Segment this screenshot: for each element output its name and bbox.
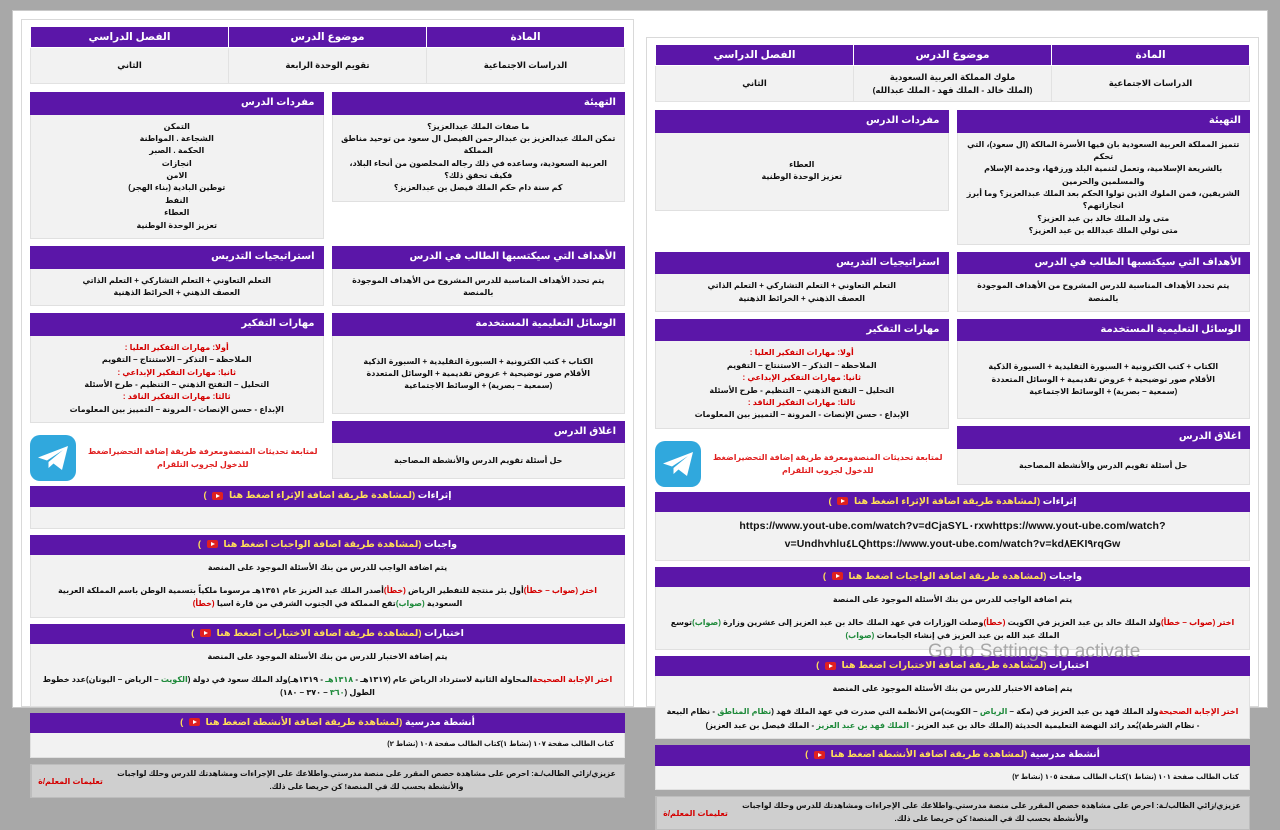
text-line: لمتابعة تحديثات المنصة: [228, 446, 318, 456]
section-bar-tail: ): [180, 716, 186, 728]
cell-subject: الدراسات الاجتماعية: [1052, 66, 1250, 102]
cell-lesson-topic: [229, 48, 427, 84]
homework-item: [384, 586, 524, 595]
section-activities: [655, 745, 1250, 790]
text-line: [666, 696, 1239, 705]
column-right: [957, 252, 1251, 319]
section-bar-link-text[interactable]: (لمشاهدة طريقة اضافة الإثراء اضغط هنا: [851, 495, 1041, 507]
item-answer: (صواب): [395, 599, 425, 609]
item-answer: (خطأ): [383, 585, 406, 595]
activities-body: [655, 766, 1250, 791]
text-line: الامن: [166, 171, 188, 181]
item-text-tail: – ٣٧٠ – ١٨٠): [280, 688, 330, 698]
text-line: الكتاب + كتب الكترونية + السبورة التقليدية + السبورة الذكية: [988, 362, 1219, 372]
two-column-row-objectives: [655, 252, 1250, 319]
panel-objectives-body: [332, 269, 626, 307]
section-tests: [655, 656, 1250, 739]
telegram-promo[interactable]: [30, 430, 324, 486]
section-bar-tail: ): [828, 495, 835, 507]
col-term: الفصل الدراسي: [656, 45, 854, 66]
youtube-play-icon[interactable]: [207, 540, 218, 548]
two-column-row-warmup: [655, 110, 1250, 252]
panel-vocabulary: [655, 110, 949, 211]
panel-closure-title: اغلاق الدرس: [957, 426, 1251, 449]
panel-media-title: الوسائل التعليمية المستخدمة: [332, 313, 626, 336]
text-line: https://www.yout-ube.com/watch?v=Undhvhlu٤LQ: [784, 520, 1166, 551]
enrichment-bar[interactable]: [30, 486, 625, 506]
panel-vocabulary-title: مفردات الدرس: [30, 92, 324, 115]
teacher-instructions-label: تعليمات المعلم/ة: [31, 765, 109, 797]
item-correct-option: الرياض: [979, 707, 1008, 716]
activities-body: [30, 733, 625, 758]
panel-warmup: [332, 92, 626, 202]
homework-bar[interactable]: [30, 535, 625, 555]
text-line: كتاب الطالب صفحة ١٠٧ (نشاط ١): [500, 741, 614, 749]
item-text: ولد الملك خالد بن عبد العزيز في الكويت: [1005, 617, 1161, 627]
text-line: يتم إضافة الاختبار للدرس من بنك الأسئلة الموجود على المنصة: [832, 684, 1073, 694]
text-line: أولا: مهارات التفكير العليا :: [749, 348, 854, 358]
text-line: الأقلام صور توضيحية + عروض تقديمية + الوسائل المتعددة: [366, 369, 590, 379]
col-subject: المادة: [427, 27, 625, 48]
homework-bar[interactable]: [655, 567, 1250, 587]
panel-vocabulary-body: [655, 133, 949, 211]
text-line: التعلم التعاوني + التعلم التشاركي + التعلم الذاتي: [82, 275, 271, 285]
section-bar-tail: ): [805, 749, 811, 761]
homework-item: [193, 599, 396, 608]
text-line: [41, 664, 614, 673]
homework-prompt: اختر (صواب – خطأ): [523, 585, 598, 595]
section-bar-link-text[interactable]: (لمشاهدة طريقة اضافة الأنشطة اضغط هنا: [202, 716, 403, 728]
watermark-line-1: Go to Settings to activate: [928, 641, 1141, 662]
item-text: ولد الملك سعود في دولة (: [187, 674, 288, 684]
text-line: اضغط للدخول لجروب التلقرام: [712, 452, 874, 475]
activities-bar[interactable]: [30, 713, 625, 733]
text-line: ومعرفة طريقة إضافة التحضير: [736, 452, 854, 462]
panel-strategies-title: استراتيجيات التدريس: [30, 246, 324, 269]
panel-objectives: [332, 246, 626, 306]
enrichment-bar[interactable]: [655, 492, 1250, 512]
cell-subject: الدراسات الاجتماعية: [427, 48, 625, 84]
item-answer: (صواب): [692, 617, 721, 627]
table-header-row: [31, 27, 625, 48]
col-lesson-topic: موضوع الدرس: [229, 27, 427, 48]
panel-thinking-skills: [655, 319, 949, 429]
text-line: واطلاعك على الإجراءات ومشاهدتك للدرس وحلك لواجبات والأنشطة بحسب لك في المنصة! كن حريصا على ذلك.: [117, 769, 464, 792]
section-tests: [30, 624, 625, 707]
panel-strategies-body: [30, 269, 324, 307]
panel-strategies: [30, 246, 324, 306]
youtube-play-icon[interactable]: [212, 492, 223, 500]
text-line: https://www.yout-ube.com/watch?v=dCjaSYL٠rxw: [739, 520, 993, 533]
panel-vocabulary-body: [30, 115, 324, 240]
homework-body: [30, 555, 625, 618]
item-text-tail: - الملك فيصل بن عبد العزيز): [705, 720, 817, 730]
item-answer: (خطأ): [983, 617, 1006, 627]
text-line: [666, 607, 1239, 616]
item-answer: (خطأ): [192, 599, 215, 609]
column-right: [332, 313, 626, 486]
panel-strategies-title: استراتيجيات التدريس: [655, 252, 949, 275]
item-correct-option: ٣٦٠: [329, 688, 345, 698]
text-line: متى تولي الملك عبدالله بن عبد العزيز؟: [1028, 226, 1178, 236]
page-left: [646, 37, 1259, 824]
telegram-icon[interactable]: [30, 435, 76, 481]
panel-objectives-title: الأهداف التي سيكتسبها الطالب في الدرس: [957, 252, 1251, 275]
homework-prompt: اختر (صواب – خطأ): [1160, 617, 1235, 627]
column-left: [655, 319, 949, 492]
item-text: توسع الملك عبد الله بن عبد العزيز في إنشاء الجامعات: [670, 617, 1060, 641]
youtube-play-icon[interactable]: [825, 662, 836, 670]
text-line: بالمنصة: [463, 287, 494, 297]
teacher-instructions-text: [109, 765, 624, 797]
text-line: كتاب الطالب صفحة ١٠٨ (نشاط ٢): [387, 741, 501, 749]
panel-media-body: [332, 336, 626, 414]
panel-media: [957, 319, 1251, 420]
two-column-row-media: [30, 313, 625, 486]
text-line: حل أسئلة تقويم الدرس والأنشطة المصاحبة: [1019, 461, 1188, 471]
section-enrichment: [655, 492, 1250, 561]
text-line: ملوك المملكة العربية السعودية: [889, 72, 1016, 83]
youtube-play-icon[interactable]: [832, 572, 843, 580]
panel-objectives: [957, 252, 1251, 312]
panel-closure-title: اغلاق الدرس: [332, 421, 626, 444]
two-column-row-warmup: [30, 92, 625, 246]
test-item: [86, 675, 288, 684]
panel-closure-body: [957, 449, 1251, 485]
panel-strategies-body: [655, 274, 949, 312]
item-correct-option: نظام المناطق: [717, 707, 772, 716]
panel-warmup-body: [957, 133, 1251, 245]
text-line: ثانيا: مهارات التفكير الإبداعي :: [742, 373, 861, 383]
tests-prompt: اختر الإجابة الصحيحة: [1158, 707, 1239, 716]
section-bar-tail: ): [191, 627, 197, 639]
col-term: الفصل الدراسي: [31, 27, 229, 48]
section-activities: [30, 713, 625, 758]
table-header-row: [656, 45, 1250, 66]
tests-bar[interactable]: [30, 624, 625, 644]
text-line: كتاب الطالب صفحة ١٠١ (نشاط ١): [1125, 773, 1239, 781]
item-text: المحاولة الثانية لاسترداد الرياض عام (١٣١٧هـ -: [353, 674, 533, 684]
page-right: [21, 19, 634, 792]
text-line: تعزيز الوحدة الوطنية: [136, 220, 217, 230]
section-bar-tail: ): [197, 538, 204, 550]
text-line: [41, 575, 614, 584]
panel-strategies: [655, 252, 949, 312]
lesson-header-table: [655, 44, 1250, 102]
text-line: الإبداع - حسن الإنصات - المرونة – التمييز بين المعلومات: [694, 410, 909, 420]
text-line: التمكن: [163, 121, 190, 131]
section-bar-lead: اختبارات: [421, 627, 464, 639]
section-bar-tail: ): [203, 490, 210, 502]
item-text: أصدر الملك عبد العزيز عام ١٣٥١هـ مرسوما ملكياً بتسمية الوطن باسم المملكة العربية السعودية: [57, 585, 463, 609]
youtube-play-icon[interactable]: [814, 751, 825, 759]
text-line: (سمعية – بصرية) + الوسائط الاجتماعية: [404, 381, 553, 391]
text-line: أولا: مهارات التفكير العليا :: [124, 342, 229, 352]
youtube-play-icon[interactable]: [837, 497, 848, 505]
panel-thinking-skills: [30, 313, 324, 423]
panel-thinking-skills-title: مهارات التفكير: [655, 319, 949, 342]
item-correct-option: الكويت: [160, 674, 188, 684]
telegram-promo-text: [86, 445, 320, 471]
item-text: تقع المملكة في الجنوب الشرقي من قارة اسيا: [214, 599, 396, 609]
panel-media: [332, 313, 626, 414]
telegram-promo-text: [711, 451, 945, 477]
section-homework: [655, 567, 1250, 650]
text-line: العطاء: [789, 159, 815, 169]
text-line: ثانيا: مهارات التفكير الإبداعي :: [117, 367, 236, 377]
column-left: [30, 313, 324, 486]
test-item: [288, 675, 533, 684]
text-line: الشريفين، فمن الملوك الذين تولوا الحكم بعد الملك عبدالعزيز؟ وما أبرز انجازاتهم؟: [966, 189, 1240, 211]
text-line: انجازات: [161, 158, 192, 168]
column-left: [655, 110, 949, 252]
section-bar-lead: إثراءات: [1040, 495, 1077, 507]
text-line: كتاب الطالب صفحة ١٠٥ (نشاط ٢): [1012, 773, 1126, 781]
tests-bar[interactable]: [655, 656, 1250, 676]
text-line: النفط: [165, 195, 189, 205]
text-line: يتم تحدد الأهداف المناسبة للدرس المشروح من الأهداف الموجودة: [977, 281, 1230, 291]
youtube-play-icon[interactable]: [200, 629, 211, 637]
text-line: التعلم التعاوني + التعلم التشاركي + التعلم الذاتي: [707, 281, 896, 291]
text-line: توطين البادية (بناء الهجر): [128, 183, 226, 193]
text-line: العطاء: [164, 208, 190, 218]
item-text: ولد الملك فهد بن عبد العزيز في (مكة –: [1007, 707, 1159, 716]
cell-term: الثاني: [31, 48, 229, 84]
test-item: [706, 721, 1139, 730]
activities-bar[interactable]: [655, 745, 1250, 765]
text-line: تتميز المملكة العربية السعودية بان فيها الأسرة المالكة (ال سعود)، التي تحكم: [967, 139, 1240, 161]
text-line: واطلاعك على الإجراءات ومشاهدتك للدرس وحلك لواجبات والأنشطة بحسب لك في المنصة! كن حريصا على ذلك.: [742, 801, 1089, 824]
section-bar-tail: ): [816, 660, 822, 672]
col-subject: المادة: [1052, 45, 1250, 66]
text-line: (الملك خالد - الملك فهد - الملك عبدالله): [872, 84, 1033, 95]
text-line: الشجاعة . المواطنة: [139, 133, 214, 143]
section-bar-lead: واجبات: [1046, 570, 1083, 582]
text-line: ومعرفة طريقة إضافة التحضير: [111, 446, 229, 456]
tests-prompt: اختر الإجابة الصحيحة: [532, 674, 613, 684]
panel-warmup: [957, 110, 1251, 245]
text-line: يتم اضافة الواجب للدرس من بنك الأسئلة الموجود على المنصة: [207, 562, 448, 572]
section-bar-link-text[interactable]: (لمشاهدة طريقة اضافة الاختبارات اضغط هنا: [838, 660, 1047, 672]
text-line: https://www.yout-ube.com/watch?v=kd٨EKI٩rqGw: [866, 538, 1121, 551]
column-left: [30, 246, 324, 313]
text-line: الأقلام صور توضيحية + عروض تقديمية + الوسائل المتعددة: [991, 374, 1215, 384]
text-line: لمتابعة تحديثات المنصة: [853, 452, 943, 462]
text-line: بالشريعة الإسلامية، وتعمل لتنمية البلد ورزقها، وخدمة الإسلام والمسلمين والحرمين: [984, 164, 1223, 186]
text-line: متى ولد الملك خالد بن عبد العزيز؟: [1037, 213, 1170, 223]
test-item: [941, 707, 1158, 716]
item-answer: (صواب): [845, 631, 875, 641]
panel-thinking-skills-body: [655, 341, 949, 428]
teacher-instructions-label: تعليمات المعلم/ة: [656, 797, 734, 829]
item-text-tail: – الرياض – اليونان): [86, 674, 161, 684]
text-line: ما صفات الملك عبدالعزيز؟: [427, 121, 530, 131]
text-line: يتم إضافة الاختبار للدرس من بنك الأسئلة الموجود على المنصة: [207, 652, 448, 662]
telegram-icon[interactable]: [655, 441, 701, 487]
text-line: اضغط للدخول لجروب التلقرام: [87, 446, 249, 470]
text-line: ثالثا: مهارات التفكير الناقد :: [747, 397, 856, 407]
section-bar-lead: أنشطة مدرسية: [402, 716, 475, 728]
text-line: الحكمة . الصبر: [149, 146, 205, 156]
text-line: عزيزي/زائي الطالب/ـة: احرص على مشاهدة حصص المقرر على منصة مدرستي.: [952, 801, 1241, 811]
text-line: العصف الذهني + الخرائط الذهنية: [738, 293, 866, 303]
text-line: الملاحظة – التذكر – الاستنتاج – التقويم: [101, 355, 252, 365]
text-line: ثالثا: مهارات التفكير الناقد :: [122, 392, 231, 402]
item-correct-option: الملك فهد بن عبد العزيز: [816, 720, 910, 730]
panel-objectives-body: [957, 274, 1251, 312]
section-bar-lead: واجبات: [421, 538, 458, 550]
text-line: يتم اضافة الواجب للدرس من بنك الأسئلة الموجود على المنصة: [832, 595, 1073, 605]
section-bar-lead: اختبارات: [1046, 660, 1089, 672]
two-column-row-objectives: [30, 246, 625, 313]
column-right: [957, 110, 1251, 252]
text-line: تقويم الوحدة الرابعة: [285, 60, 370, 71]
column-right: [957, 319, 1251, 492]
lesson-header-table: [30, 26, 625, 84]
teacher-instructions: [655, 796, 1250, 830]
item-text: عدد خطوط الطول (: [42, 674, 375, 698]
section-bar-link-text[interactable]: (لمشاهدة طريقة اضافة الإثراء اضغط هنا: [226, 490, 416, 502]
homework-body: [655, 587, 1250, 650]
document-sheet: [12, 10, 1268, 824]
panel-warmup-title: التهيئة: [332, 92, 626, 115]
teacher-instructions: [30, 764, 625, 798]
cell-term: الثاني: [656, 66, 854, 102]
text-line: العصف الذهني + الخرائط الذهنية: [113, 287, 241, 297]
panel-vocabulary: [30, 92, 324, 239]
text-line: يتم تحدد الأهداف المناسبة للدرس المشروح من الأهداف الموجودة: [352, 275, 605, 285]
item-text: من الأنظمة التي صدرت في عهد الملك فهد (: [771, 707, 942, 716]
panel-warmup-body: [332, 115, 626, 202]
panel-media-title: الوسائل التعليمية المستخدمة: [957, 319, 1251, 342]
item-text-tail: – الكويت): [941, 707, 980, 716]
two-column-row-media: [655, 319, 1250, 492]
panel-objectives-title: الأهداف التي سيكتسبها الطالب في الدرس: [332, 246, 626, 269]
table-row: [31, 48, 625, 84]
text-line: تعزيز الوحدة الوطنية: [761, 172, 842, 181]
text-line: بالمنصة: [1088, 293, 1119, 303]
text-line: التحليل – التفتح الذهني – التنظيم - طرح الأسئلة: [84, 379, 270, 389]
text-line: (سمعية – بصرية) + الوسائط الاجتماعية: [1029, 387, 1178, 397]
homework-item: [984, 618, 1161, 627]
text-line: حل أسئلة تقويم الدرس والأنشطة المصاحبة: [394, 455, 563, 465]
panel-thinking-skills-body: [30, 336, 324, 423]
text-line: الكتاب + كتب الكترونية + السبورة التقليدية + السبورة الذكية: [363, 356, 594, 366]
panel-closure-body: [332, 443, 626, 479]
text-line: الملاحظة – التذكر – الاستنتاج – التقويم: [726, 360, 877, 370]
column-left: [30, 92, 324, 246]
item-correct-option: ١٣١٨هـ: [325, 674, 354, 684]
item-text-tail: - ١٣١٩هـ): [287, 674, 326, 684]
section-bar-lead: إثراءات: [415, 490, 452, 502]
item-text: يُعد رائد النهضة التعليمية الحديثة (الملك خالد بن عبد العزيز -: [909, 720, 1139, 730]
panel-vocabulary-title: مفردات الدرس: [655, 110, 949, 133]
item-text-tail: - نظام البيعة - نظام الشرطة): [666, 707, 1200, 730]
text-line: العربية السعودية، وساعده في ذلك رجاله المخلصون من أنحاء البلاد، فكيف تحقق ذلك؟: [349, 158, 607, 181]
panel-thinking-skills-title: مهارات التفكير: [30, 313, 324, 336]
column-right: [332, 246, 626, 313]
panel-closure: [332, 421, 626, 480]
text-line: كم سنة دام حكم الملك فيصل بن عبدالعزيز؟: [393, 183, 563, 193]
item-text: وصلت الوزارات في عهد الملك خالد بن عبد العزيز إلى عشرين وزارة: [720, 617, 984, 627]
text-line: تمكن الملك عبدالعزيز بن عبدالرحمن الفيصل ال سعود من توحيد مناطق المملكة: [341, 133, 616, 156]
text-line: التحليل – التفتح الذهني – التنظيم - طرح الأسئلة: [709, 385, 895, 395]
panel-warmup-title: التهيئة: [957, 110, 1251, 133]
panel-media-body: [957, 341, 1251, 419]
telegram-promo[interactable]: [655, 436, 949, 492]
homework-item: [692, 618, 983, 627]
table-row: [656, 66, 1250, 102]
tests-body: [655, 676, 1250, 739]
section-bar-link-text[interactable]: (لمشاهدة طريقة اضافة الواجبات اضغط هنا: [845, 570, 1047, 582]
text-line: عزيزي/زائي الطالب/ـة: احرص على مشاهدة حصص المقرر على منصة مدرستي.: [327, 769, 616, 779]
enrichment-body: [30, 507, 625, 529]
section-bar-lead: أنشطة مدرسية: [1027, 749, 1100, 761]
col-lesson-topic: موضوع الدرس: [854, 45, 1052, 66]
item-text: أول بئر منتجة للتفطير الرياض: [405, 585, 524, 595]
text-line: الإبداع - حسن الإنصات - المرونة – التمييز بين المعلومات: [69, 404, 284, 414]
section-enrichment: [30, 486, 625, 528]
column-right: [332, 92, 626, 246]
youtube-play-icon[interactable]: [189, 718, 200, 726]
panel-closure: [957, 426, 1251, 485]
enrichment-body: [655, 512, 1250, 561]
teacher-instructions-text: [734, 797, 1249, 829]
section-homework: [30, 535, 625, 618]
section-bar-link-text[interactable]: (لمشاهدة طريقة اضافة الاختبارات اضغط هنا: [213, 627, 422, 639]
cell-lesson-topic: [854, 66, 1052, 102]
column-left: [655, 252, 949, 319]
tests-body: [30, 644, 625, 707]
section-bar-tail: ): [822, 570, 829, 582]
section-bar-link-text[interactable]: (لمشاهدة طريقة اضافة الواجبات اضغط هنا: [220, 538, 422, 550]
section-bar-link-text[interactable]: (لمشاهدة طريقة اضافة الأنشطة اضغط هنا: [827, 749, 1028, 761]
